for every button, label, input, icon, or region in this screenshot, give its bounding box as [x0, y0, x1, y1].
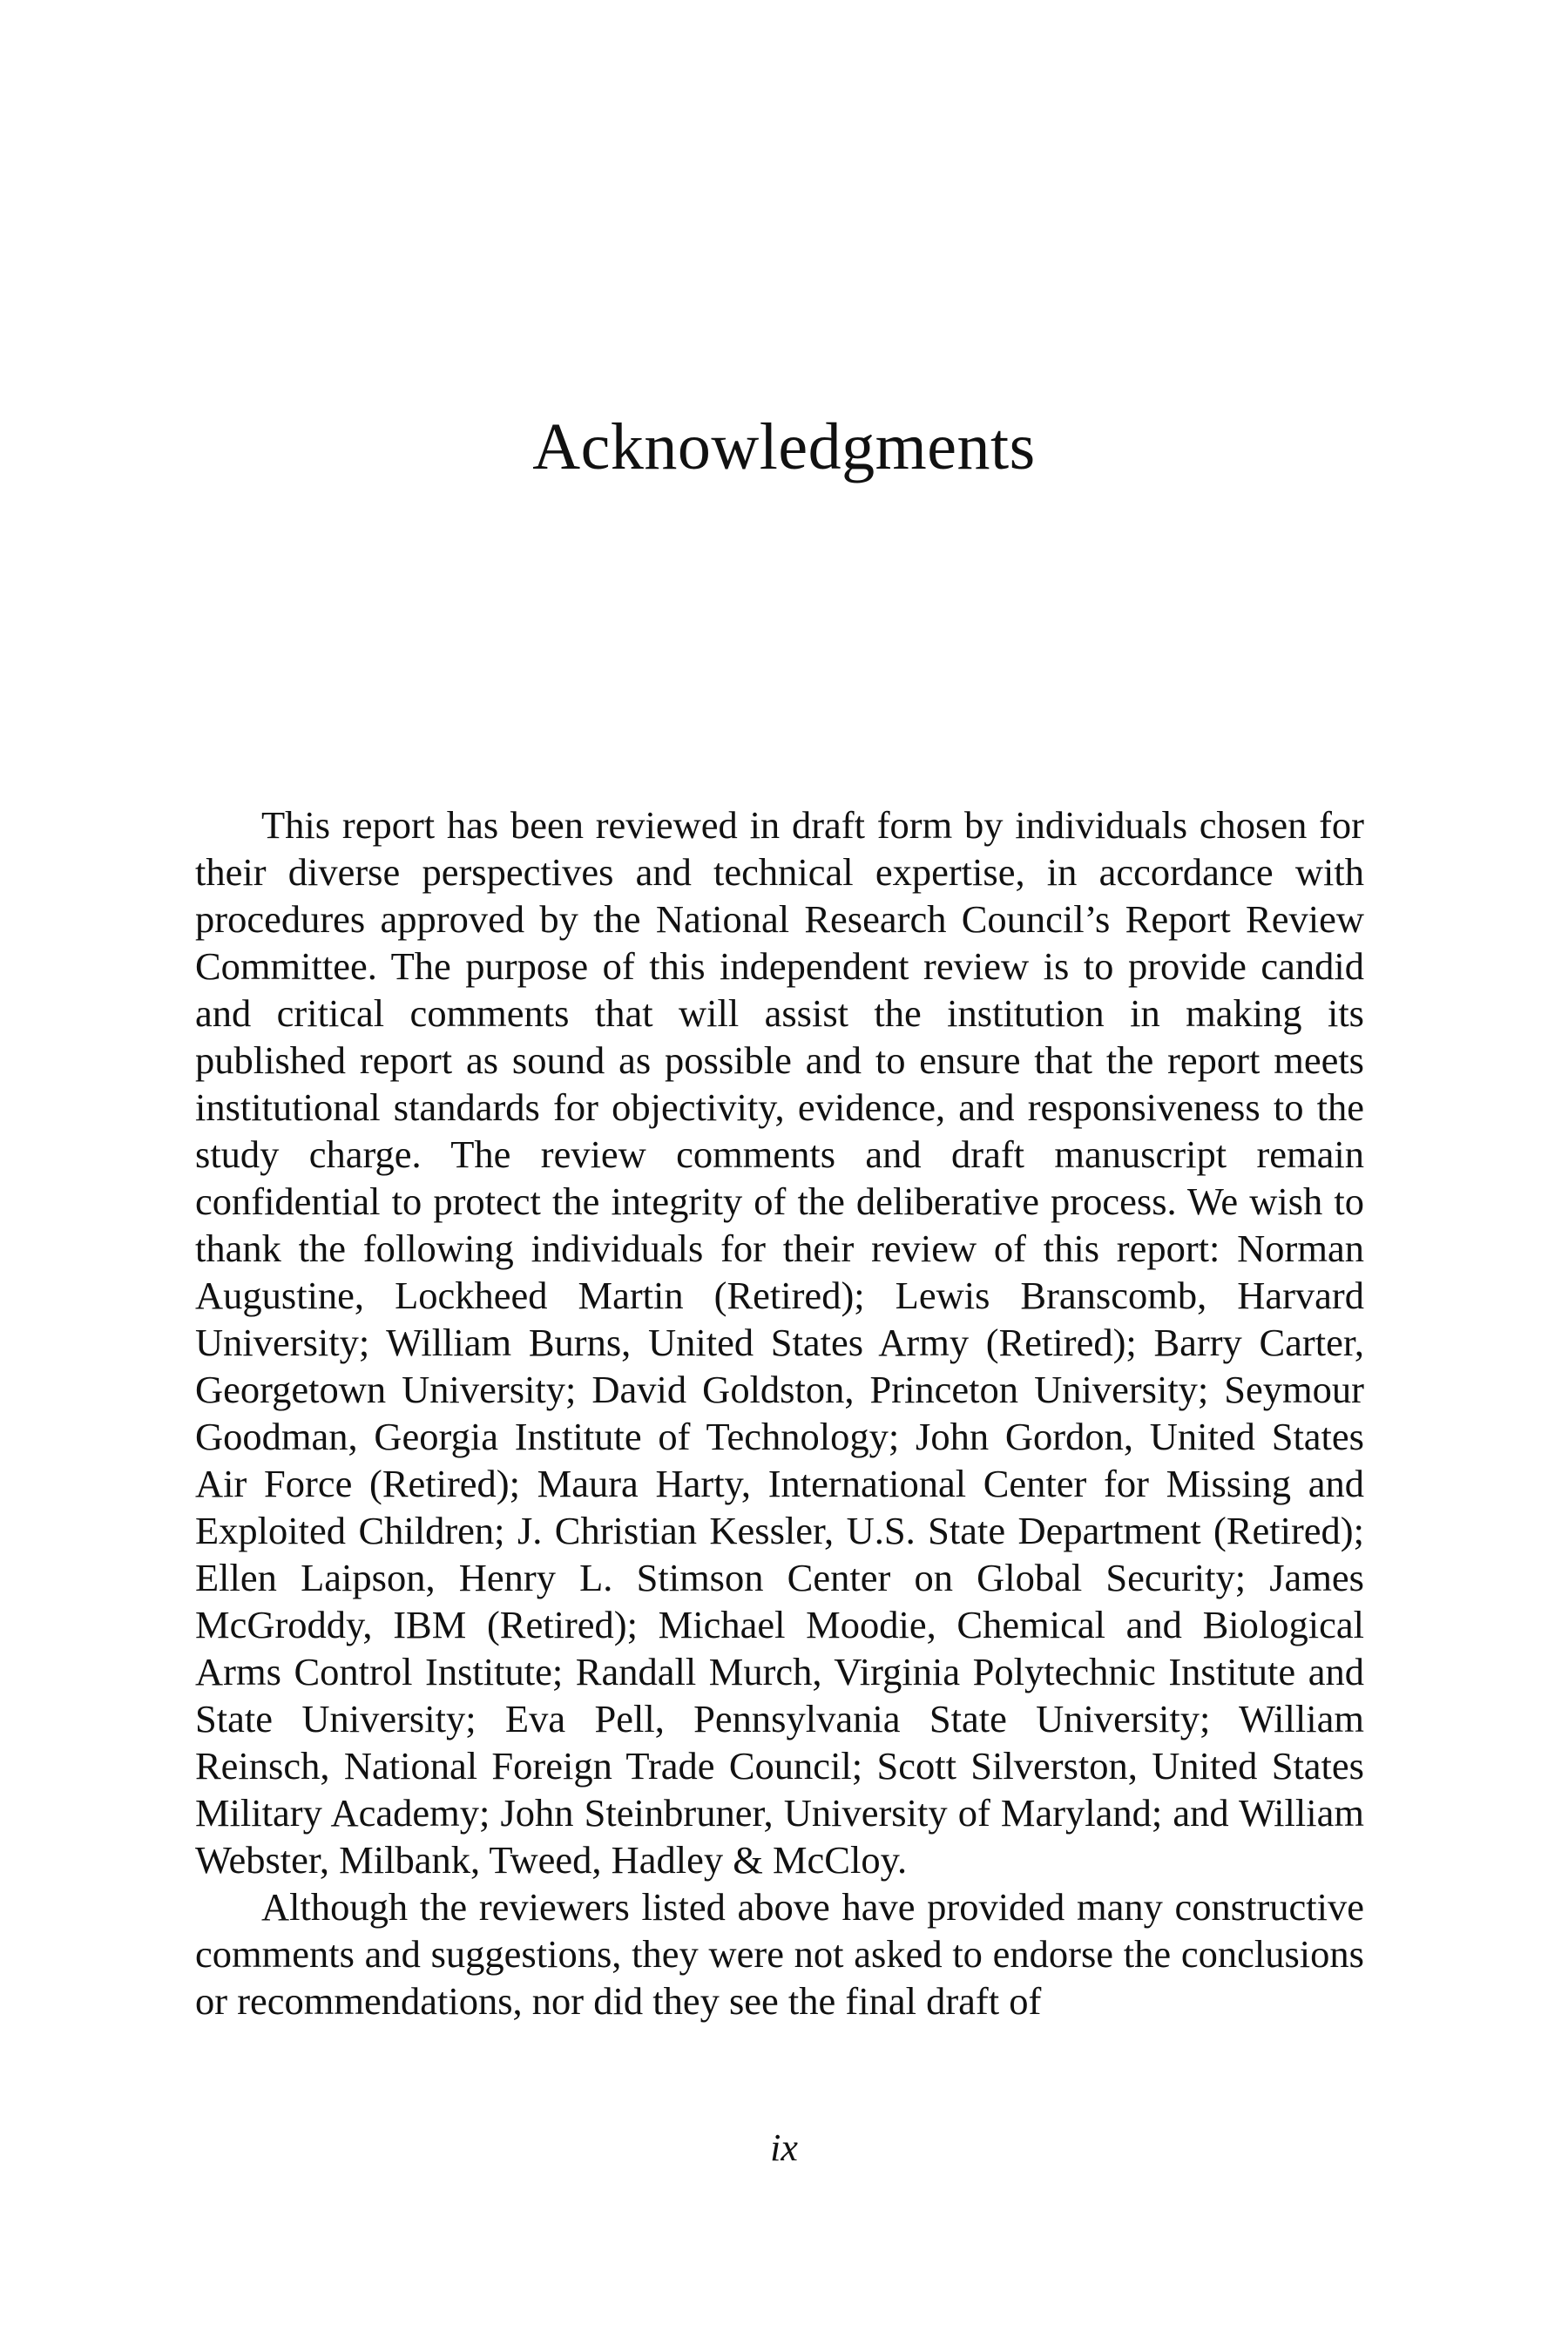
- paragraph-1: This report has been reviewed in draft form by individuals chosen for their diverse perspectives and technical expertise, in accordance with procedures approved by the National Research Council’s Report Review Committee. The purpose of this independent review is to provide candid and critical comments that will assist the institution in making its published report as sound as possible and to ensure that the report meets institutional standards for objectivity, evidence, and responsiveness to the study charge. The review comments and draft manuscript remain confidential to protect the integrity of the deliberative process. We wish to thank the following individuals for their review of this report: Norman Augustine, Lockheed Martin (Retired); Lewis Branscomb, Harvard University; William Burns, United States Army (Retired); Barry Carter, Georgetown University; David Goldston, Princeton University; Seymour Goodman, Georgia Institute of Technology; John Gordon, United States Air Force (Retired); Maura Harty, International Center for Missing and Exploited Children; J. Christian Kessler, U.S. State Department (Retired); Ellen Laipson, Henry L. Stimson Center on Global Security; James McGroddy, IBM (Retired); Michael Moodie, Chemical and Biological Arms Control Institute; Randall Murch, Virginia Polytechnic Institute and State University; Eva Pell, Pennsylvania State University; William Reinsch, National Foreign Trade Council; Scott Silverston, United States Military Academy; John Steinbruner, University of Maryland; and William Webster, Milbank, Tweed, Hadley & McCloy.: [195, 803, 1364, 1882]
- page-number: ix: [770, 2126, 798, 2169]
- paragraph-2: Although the reviewers listed above have provided many constructive comments and suggestions, they were not asked to endorse the conclusions or recommendations, nor did they see the final draft of: [195, 1885, 1364, 2023]
- body-text: [195, 801, 1364, 2024]
- page-title: Acknowledgments: [532, 410, 1036, 483]
